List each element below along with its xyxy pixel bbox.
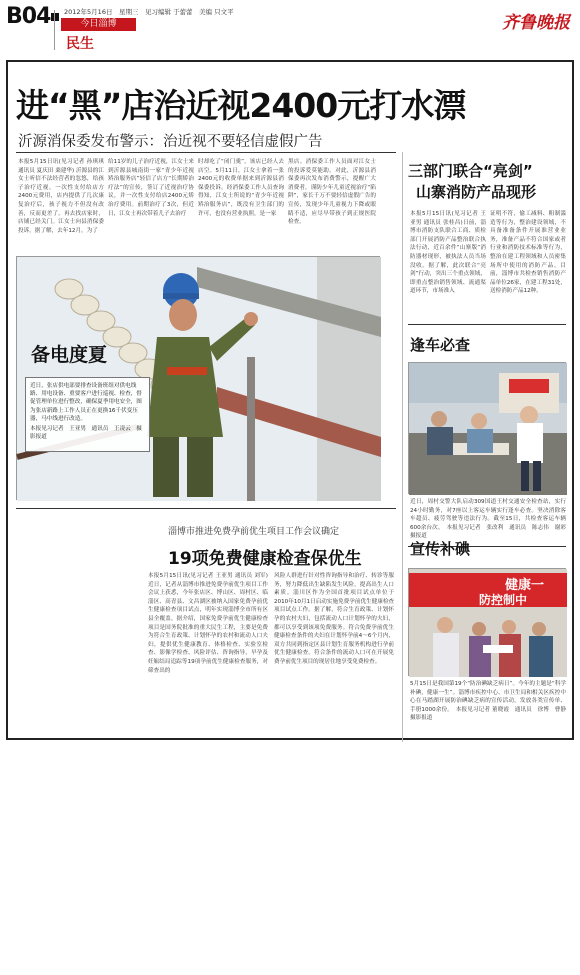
promo-banner-text: 健康一 (505, 578, 545, 593)
traffic-photo-image (409, 363, 567, 495)
promo-photo-image (409, 569, 567, 677)
masthead (6, 4, 574, 50)
promo-banner-text-2: 防控制中 (479, 593, 528, 607)
fire-title-line2: 山寨消防产品现形 (416, 183, 537, 201)
lead-col-4: 黑店。消保委工作人员面对江女士的投诉爱莫能助。对此，沂源县消保委再次发布消费警示，提醒广大消费者，谨防少年儿童近视治疗“陷阱”，家长千万不要轻信虚假广告的宣传，发现少年儿童视力下降或眼睛不适，应尽早带孩子到正规医院检查。 (288, 159, 376, 226)
traffic-photo (408, 362, 566, 494)
promo-photo (408, 568, 566, 676)
newspaper-brand: 齐鲁晚报 (502, 13, 570, 33)
page-frame (6, 60, 574, 740)
lead-col-3: 时却吃了“闭门羹”，该店已经人去店空。5月11日，江女士拿着一张2400元的收费单据来到沂源县消保委投诉。经消保委工作人员查询得知，江女士所说的“青少年近视矫治服务店”，既没有卫生部门的许可，也没有营业执照，是一家 (198, 159, 284, 217)
section-name: 民生 (66, 36, 94, 52)
page-bottom-margin (0, 744, 580, 975)
power-photo (16, 256, 380, 500)
fire-col-1: 本报5月15日讯(见习记者 王亚男 通讯员 张桂昌)日前，淄博市消防支队联合工商、质检部门开展消防产品整治联合执法行动，近百余件“山寨版”消防器材现形，被执法人员当场没收。据了解，此次联合“亮剑”行动，突出三个重点领域，即重点整治销售领域、流通渠道环节，市场准入 (410, 211, 486, 295)
health-col-1: 本报5月15日讯(见习记者 王亚男 通讯员 刘军)近日，记者从淄博市推进免费孕前优生项目工作会议上获悉，今年张店区、博山区、周村区、临淄区、高青县、文昌湖区被纳入国家免费孕前优生健康检查项目试点，明年实现淄博全市所有区县全覆盖。据介绍，国家免费孕前优生健康检查项目是国务院批准的重大民生工程，主要是免费为符合生育政策、计划怀孕的农村和流动人口夫妇，提供优生健康教育、体格检查、实验室检查、影像学检查、风险评估、咨询指导，早孕及妊娠结局追踪等19项孕前优生健康检查服务，对筛查出的 (148, 573, 268, 674)
traffic-caption: 近日，周村交警大队启动309国道王村交通安全检查站，实行24小时勤务，对7座以上客运车辆实行逢车必查。坚决消除客车超员、疲劳驾驶等违法行为。截至15日，共检查客运车辆600余台次。 本报见习记者 张改利 通讯员 陈志伟 谢彩摄报道 (410, 499, 566, 540)
power-photo-title: 备电度夏 (31, 344, 108, 366)
fire-title-line1: 三部门联合“亮剑” (408, 162, 533, 180)
promo-title: 宣传补碘 (410, 540, 471, 558)
health-col-2: 风险人群进行针对性咨询指导和治疗、转诊等服务，努力降低出生缺陷发生风险，提高出生人口素质。淄川区作为全国首批项目试点单位于2010年10月1日启动实施免费孕前优生健康检查项目试点工作。据了解，符合生育政策、计划怀孕的农村夫妇，包括流动人口计划怀孕的夫妇，都可以享受到该项免费服务。符合免费孕前优生健康检查条件的夫妇在计划怀孕前4～6个月内，双方共同到指定区县计划生育服务机构进行孕前优生健康检查。符合条件的流动人口可在开展免费孕前优生项目的现居住地享受免费检查。 (274, 573, 395, 665)
column-divider (402, 152, 403, 742)
health-title: 19项免费健康检查保优生 (168, 549, 362, 569)
lead-headline: 进“黑”店治近视2400元打水漂 (16, 86, 466, 125)
health-rule (16, 508, 396, 509)
page-number: B04 (6, 4, 59, 29)
lead-subhead: 沂源消保委发布警示：治近视不要轻信虚假广告 (18, 134, 323, 150)
traffic-title: 逢车必查 (410, 336, 471, 354)
lead-col-1: 本报5月15日讯(见习记者 孙琪琪 通讯员 夏庆田 桑建华) 沂源县的江女士听信不法经营者的忽悠，给孩子治疗近视。一次性支付给店方2400元费用，店内提供了几次康复治疗后，孩子视力不但没有改善，反而更差了。再去找店家时，店铺已经关门。江女士向县消保委投诉。据了解，去年12月，为了 (18, 159, 104, 234)
health-kicker: 淄博市推进免费孕前优生项目工作会议确定 (168, 527, 340, 537)
power-photo-caption-box (25, 377, 150, 452)
fire-rule (408, 324, 566, 325)
lead-rule (16, 152, 396, 153)
masthead-divider (54, 10, 55, 50)
lead-col-2: 给11岁的儿子治疗近视，江女士来到沂源县城南街一家“青少年近视矫治服务店”轻信了店方“长期矫治疗法”的宣传，签订了近视治疗协议，并一次性支付给店2400元矫治疗费用。前期治疗了3次，但近日，江女士再次带着儿子去治疗 (108, 159, 194, 217)
power-photo-caption: 近日，张店供电部要排查设备班组对供电线路、用电设备、重要客户进行巡视、检查，督促管理单位进行整改，确保夏季用电安全，图为张店新路上工作人员正在更换16千伏变压器，马中线进行改造。 (30, 383, 142, 422)
power-photo-credit: 本报见习记者 王亚男 通讯员 王凌云 摄影报道 (30, 426, 142, 441)
promo-caption: 5月15日是我国第19个“防治碘缺乏病日”。今年的主题是“科学补碘，健康一生”。淄博市疾控中心、市卫生局和相关区疾控中心在马踏湖开展防治碘缺乏病的宣传活动，发放各类宣传单、手册1000余份。 本报见习记者 董晓霞 通讯员 徐博 曹静 摄影报道 (410, 681, 572, 722)
section-tag: 今日淄博 (61, 18, 136, 31)
edition-meta: 2012年5月16日 星期三 见习编辑 于蕾蕾 美编 只文平 (64, 8, 234, 16)
fire-col-2: 证明不符，偷工减料、粗制滥造等行为，整治建设领域，不具备准备条件开展准营业业务，准备产品不符合国家或者行业和消防技术标准等行为，整治在建工程领域和人员密集场所中使用的消防产品。目前，淄博市共检查销售消防产品单位26家，在建工程31处，送检消防产品12种。 (490, 211, 566, 295)
